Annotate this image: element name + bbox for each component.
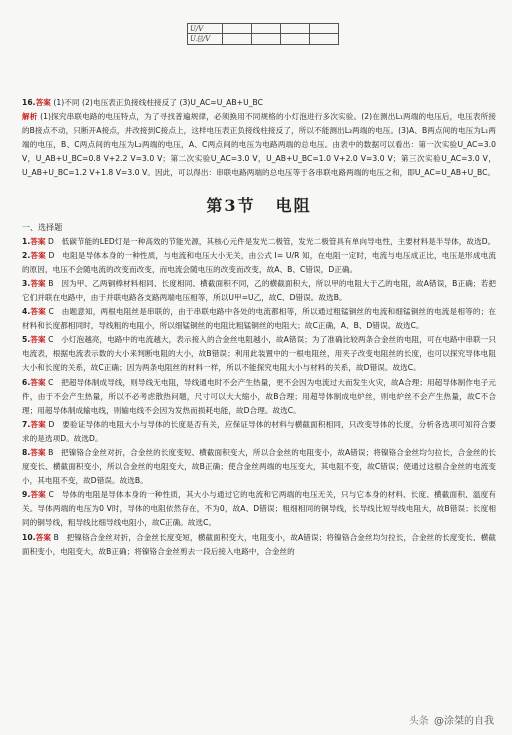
answer-label: 答案 [30,307,46,317]
question-16-analysis [22,110,496,180]
table-cell [223,34,252,45]
answer-label: 答案 [30,250,46,260]
voltage-table [187,23,339,45]
question-number: 10. [22,532,36,542]
answer-label: 答案 [30,419,46,429]
table-row [188,24,339,34]
answer-text: B 把镍铬合金丝对折，合金丝长度变短，横截面积变大，电阻变小，故A错误；将镍铬合金丝均匀拉长，合金丝的长度变长、横截面积变小，电阻变大，故B正确；将镍铬合金丝剪去一段后接入电路中，合金丝的 [22,532,496,556]
table-cell [310,34,339,45]
table-row [188,34,339,45]
answer-text: B 把镍铬合金丝对折，合金丝的长度变短、横截面积变大，所以合金丝的电阻变小，故A错误；将镍铬合金丝均匀拉长，合金丝的长度变长、横截面积变小，所以合金丝的电阻变大，故B正确；使合金丝两端的电压变大，其电阻不变，故C错误；使通过这根合金丝的电流变小，其电阻不变，故D错误。故选B。 [22,447,496,486]
answer-label: 答案 [30,278,46,288]
answer-text: D 要验证导体的电阻大小与导体的长度是否有关，应保证导体的材料与横截面积相同，只改变导体的长度，分析各选项可知符合要求的是选项D。故选D。 [22,419,496,443]
answer-item [22,277,496,305]
watermark [409,712,494,727]
answer-label: 答案 [35,532,52,542]
table-cell [310,24,339,34]
answer-item [22,333,496,375]
author-handle: @涂桀的自我 [434,716,494,727]
answer-item [22,488,496,530]
table-cell [223,24,252,34]
answer-item [22,446,496,488]
table-cell [281,24,310,34]
answer-item [22,531,496,559]
question-number: 9. [22,490,31,500]
question-number: 7. [22,419,31,429]
question-16-answer [22,96,496,110]
table-cell [252,24,281,34]
answer-label: 答案 [30,335,46,345]
answer-label: 答案 [35,98,51,107]
section-heading [22,195,496,217]
answer-text: D 电阻是导体本身的一种性质，与电流和电压大小无关，由公式 I= U/R 知，在电阻一定时，电流与电压成正比，电压是形成电流的原因，电压不会随电流的改变而改变，而电流会随电压的改变而改变，故A、B、C错误，D正确。 [22,250,496,274]
answer-item [22,305,496,333]
question-number: 3. [22,278,31,288]
answer-text: C 导体的电阻是导体本身的一种性质，其大小与通过它的电流和它两端的电压无关，只与它本身的材料、长度、横截面积、温度有关。导体两端的电压为0 V时，导体的电阻依然存在，不为0，故A、D错误；粗细相同的铜导线，长导线比短导线电阻大，故B错误；长度相同的铜导线，粗导线比细导线电阻小，故C正确。故选C。 [22,490,496,528]
analysis-label: 解析 [22,112,38,122]
answer-text: (1)不同 (2)电压表正负接线柱接反了 (3)U_AC=U_AB+U_BC [53,98,264,107]
answer-item [22,249,496,277]
answer-item [22,418,496,446]
answer-text: C 由题意知，两根电阻丝是串联的，由于串联电路中各处的电流都相等，所以通过粗锰铜丝的电流和细锰铜丝的电流是相等的；在材料和长度都相同时，导线粗的电阻小，所以细锰铜丝的电阻比粗锰铜丝的电阻大；故C正确，A、B、D错误。故选C。 [22,307,496,331]
answer-text: C 小灯泡越亮，电路中的电流越大，表示接入的合金丝电阻越小，故A错误；为了准确比较两条合金丝的电阻，可在电路中串联一只电流表，根据电流表示数的大小来判断电阻的大小，故B错误；利用此装置中的一根电阻丝，用夹子改变电阻丝的长度，也可以探究导体电阻大小和长度的关系，故C正确；因为两条电阻丝的材料一样，所以不能探究电阻大小与材料的关系，故D错误。故选C。 [22,335,496,373]
answer-list [22,235,496,559]
answer-text: B 因为甲、乙两铜棒材料相同、长度相同、横截面积不同，乙的横截面积大，所以甲的电阻大于乙的电阻，故A错误，B正确；若把它们并联在电路中，由于并联电路各支路两端电压相等，所以U甲=U乙，故C、D错误。故选B。 [22,278,496,302]
table-cell [281,34,310,45]
answer-item [22,235,496,249]
analysis-text: (1)探究串联电路的电压特点，为了寻找普遍规律，必须换用不同规格的小灯泡进行多次实验。(2)在测出L₁两端的电压后，电压表所接的B接点不动，只断开A接点，并改接到C接点上，这样电压表正负接线柱接反了，所以不能测出L₂两端的电压。(3)A、B两点间的电压为L₁两端的电压，B、C两点间的电压为L₂两端的电压，A、C两点间的电压为电路两端的总电压。由表中的数据可以看出：第一次实验U_AC=3.0 V，U_AB+U_BC=0.8 V+2.2 V=3.0 V；第二次实验U_AC=3.0 V，U_AB+U_BC=1.0 V+2.0 V=3.0 V；第三次实验U_AC=3.0 V，U_AB+U_BC=1.2 V+1.8 V=3.0 V。因此，可以得出：串联电路两端的总电压等于各串联电路两端的电压之和，即U_AC=U_AB+U_BC。 [22,112,496,178]
question-number: 6. [22,377,31,387]
table-cell [252,34,281,45]
subsection-title: 一、选择题 [22,222,63,232]
table-cell: U总/V [188,34,223,45]
answer-content [22,96,496,559]
section-number: 第3节 [206,195,256,215]
section-title: 电阻 [275,195,312,215]
table-cell: U/V [188,24,223,34]
answer-text: D 低碳节能的LED灯是一种高效的节能光源，其核心元件是发光二极管，发光二极管具有单向导电性，主要材料是半导体，故选D。 [45,236,496,246]
platform-name: 头条 [408,716,429,727]
question-number: 16. [22,98,36,107]
answer-item [22,376,496,418]
answer-label: 答案 [30,236,46,246]
question-number: 5. [22,335,31,345]
question-number: 8. [22,447,31,457]
question-number: 2. [22,250,31,260]
question-number: 4. [22,307,31,317]
answer-text: C 把超导体制成导线，则导线无电阻，导线通电时不会产生热量，更不会因为电流过大而发生火灾，故A合理；用超导体制作电子元件，由于不会产生热量，所以不必考虑散热问题，尺寸可以大大缩小，故B合理；用超导体制成电炉丝，则电炉丝不会产生热量，故C不合理；用超导体制成输电线，则输电线不会因为发热而损耗电能，故D合理。故选C。 [22,377,496,415]
question-number: 1. [22,236,31,246]
answer-label: 答案 [30,447,46,457]
answer-label: 答案 [30,377,46,387]
answer-label: 答案 [30,490,46,500]
